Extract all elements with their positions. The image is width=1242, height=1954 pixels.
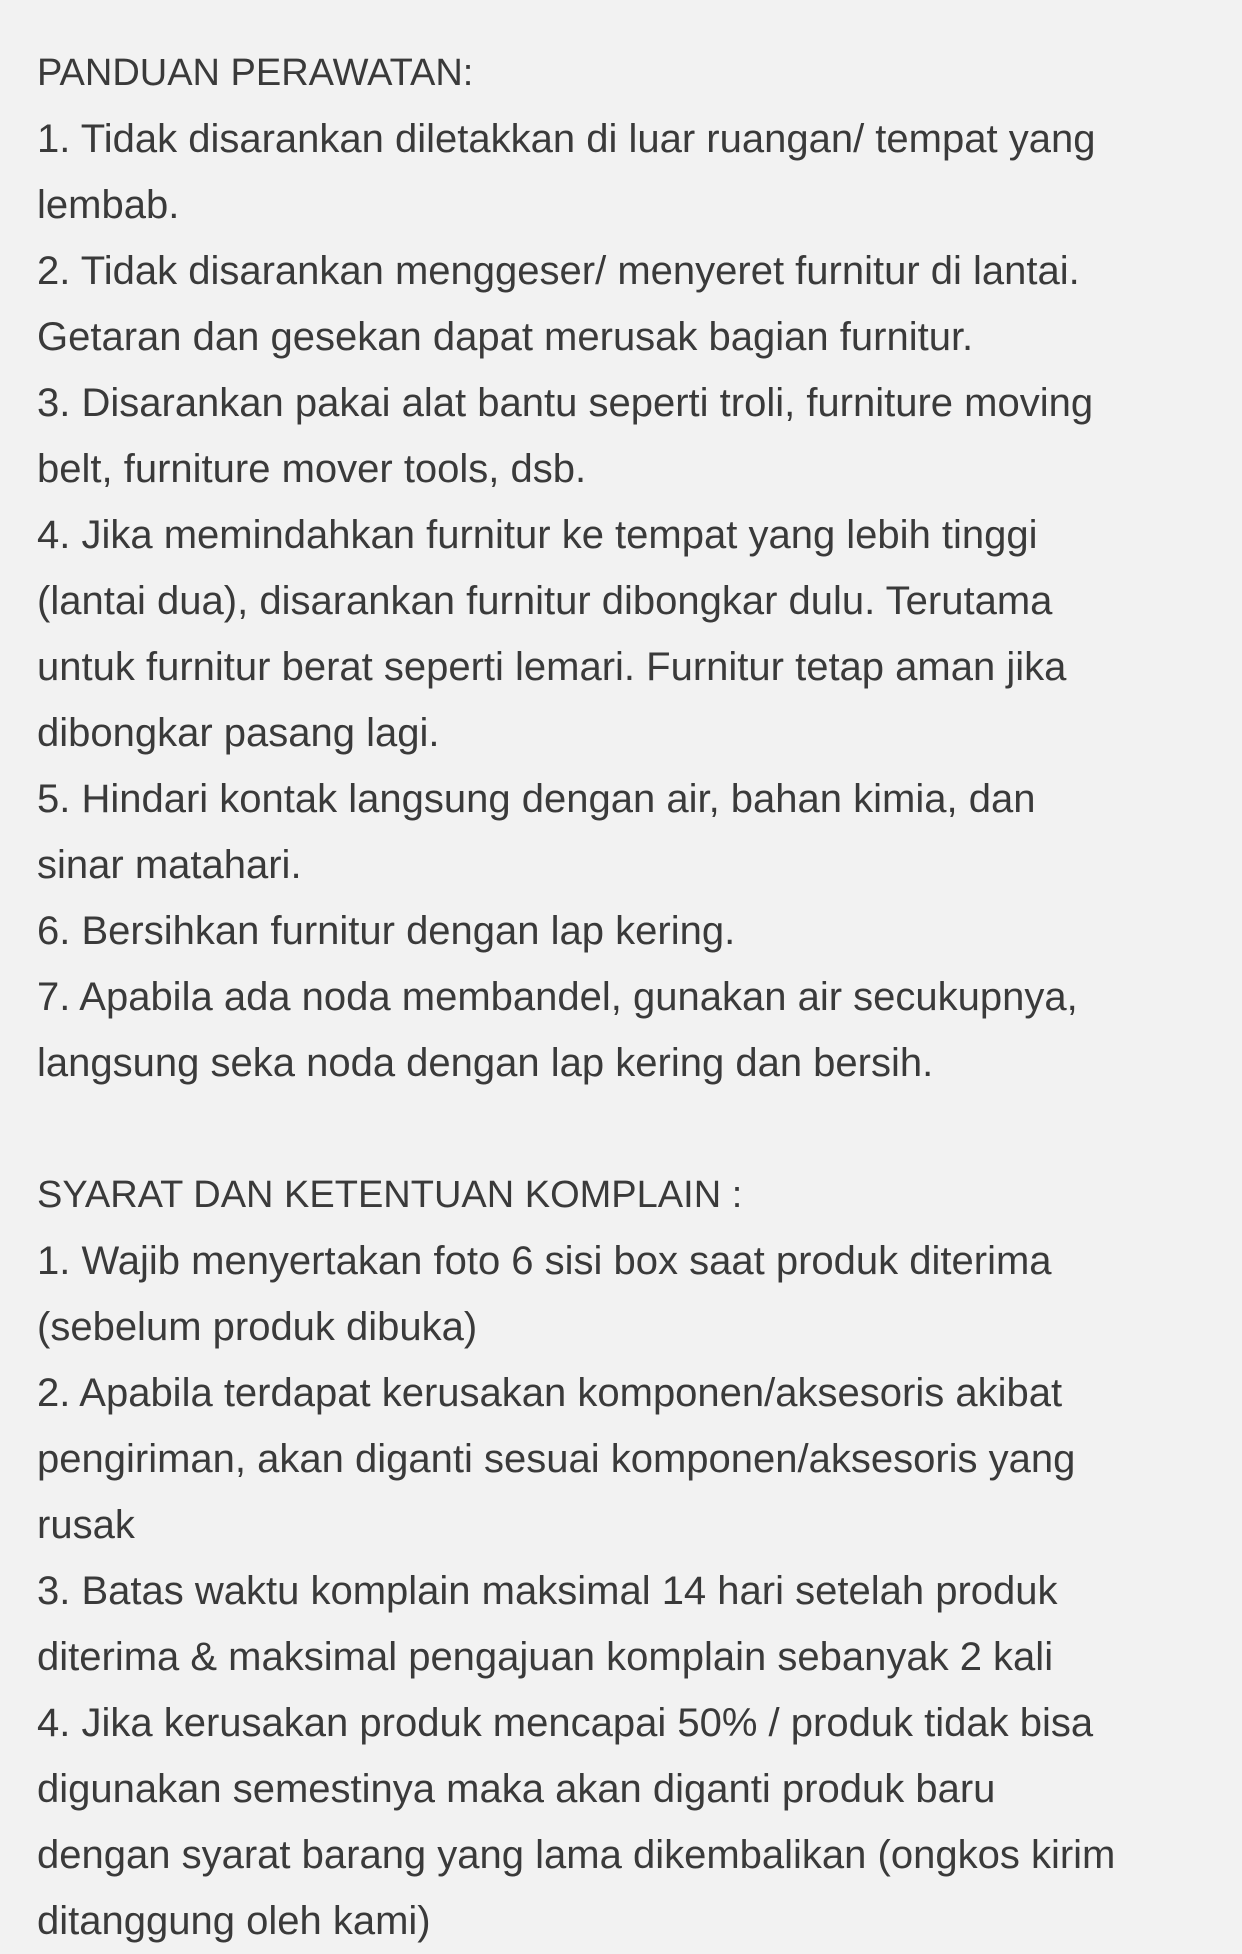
care-guide-section <box>37 40 1206 1096</box>
care-guide-line: (lantai dua), disarankan furnitur dibongkar dulu. Terutama <box>37 579 1053 623</box>
complaint-terms-line: digunakan semestinya maka akan diganti produk baru <box>37 1767 996 1811</box>
care-guide-line: lembab. <box>37 183 180 227</box>
care-guide-line: Getaran dan gesekan dapat merusak bagian furnitur. <box>37 315 974 359</box>
care-guide-line: belt, furniture mover tools, dsb. <box>37 447 587 491</box>
complaint-terms-line: dengan syarat barang yang lama dikembalikan (ongkos kirim <box>37 1833 1116 1877</box>
complaint-terms-line: 2. Apabila terdapat kerusakan komponen/aksesoris akibat <box>37 1371 1063 1415</box>
care-guide-line: 7. Apabila ada noda membandel, gunakan air secukupnya, <box>37 975 1078 1019</box>
complaint-terms-line: 4. Jika kerusakan produk mencapai 50% / produk tidak bisa <box>37 1701 1094 1745</box>
care-guide-line: 1. Tidak disarankan diletakkan di luar ruangan/ tempat yang <box>37 117 1096 161</box>
complaint-terms-section <box>37 1162 1206 1954</box>
care-guide-line: 3. Disarankan pakai alat bantu seperti troli, furniture moving <box>37 381 1094 425</box>
complaint-terms-line: pengiriman, akan diganti sesuai komponen/aksesoris yang <box>37 1437 1076 1481</box>
complaint-terms-line: (sebelum produk dibuka) <box>37 1305 478 1349</box>
care-guide-line: 4. Jika memindahkan furnitur ke tempat yang lebih tinggi <box>37 513 1038 557</box>
complaint-terms-heading: SYARAT DAN KETENTUAN KOMPLAIN : <box>37 1174 743 1216</box>
care-guide-heading: PANDUAN PERAWATAN: <box>37 52 474 94</box>
complaint-terms-line: ditanggung oleh kami) <box>37 1899 431 1943</box>
complaint-terms-line: 3. Batas waktu komplain maksimal 14 hari setelah produk <box>37 1569 1058 1613</box>
complaint-terms-line: 1. Wajib menyertakan foto 6 sisi box saat produk diterima <box>37 1239 1052 1283</box>
care-guide-line: dibongkar pasang lagi. <box>37 711 440 755</box>
complaint-terms-line: rusak <box>37 1503 135 1547</box>
care-guide-line: langsung seka noda dengan lap kering dan bersih. <box>37 1041 934 1085</box>
care-guide-line: untuk furnitur berat seperti lemari. Furnitur tetap aman jika <box>37 645 1067 689</box>
care-guide-line: 6. Bersihkan furnitur dengan lap kering. <box>37 909 736 953</box>
complaint-terms-line: diterima & maksimal pengajuan komplain sebanyak 2 kali <box>37 1635 1054 1679</box>
care-guide-line: 2. Tidak disarankan menggeser/ menyeret furnitur di lantai. <box>37 249 1080 293</box>
care-guide-line: sinar matahari. <box>37 843 302 887</box>
care-guide-line: 5. Hindari kontak langsung dengan air, bahan kimia, dan <box>37 777 1036 821</box>
